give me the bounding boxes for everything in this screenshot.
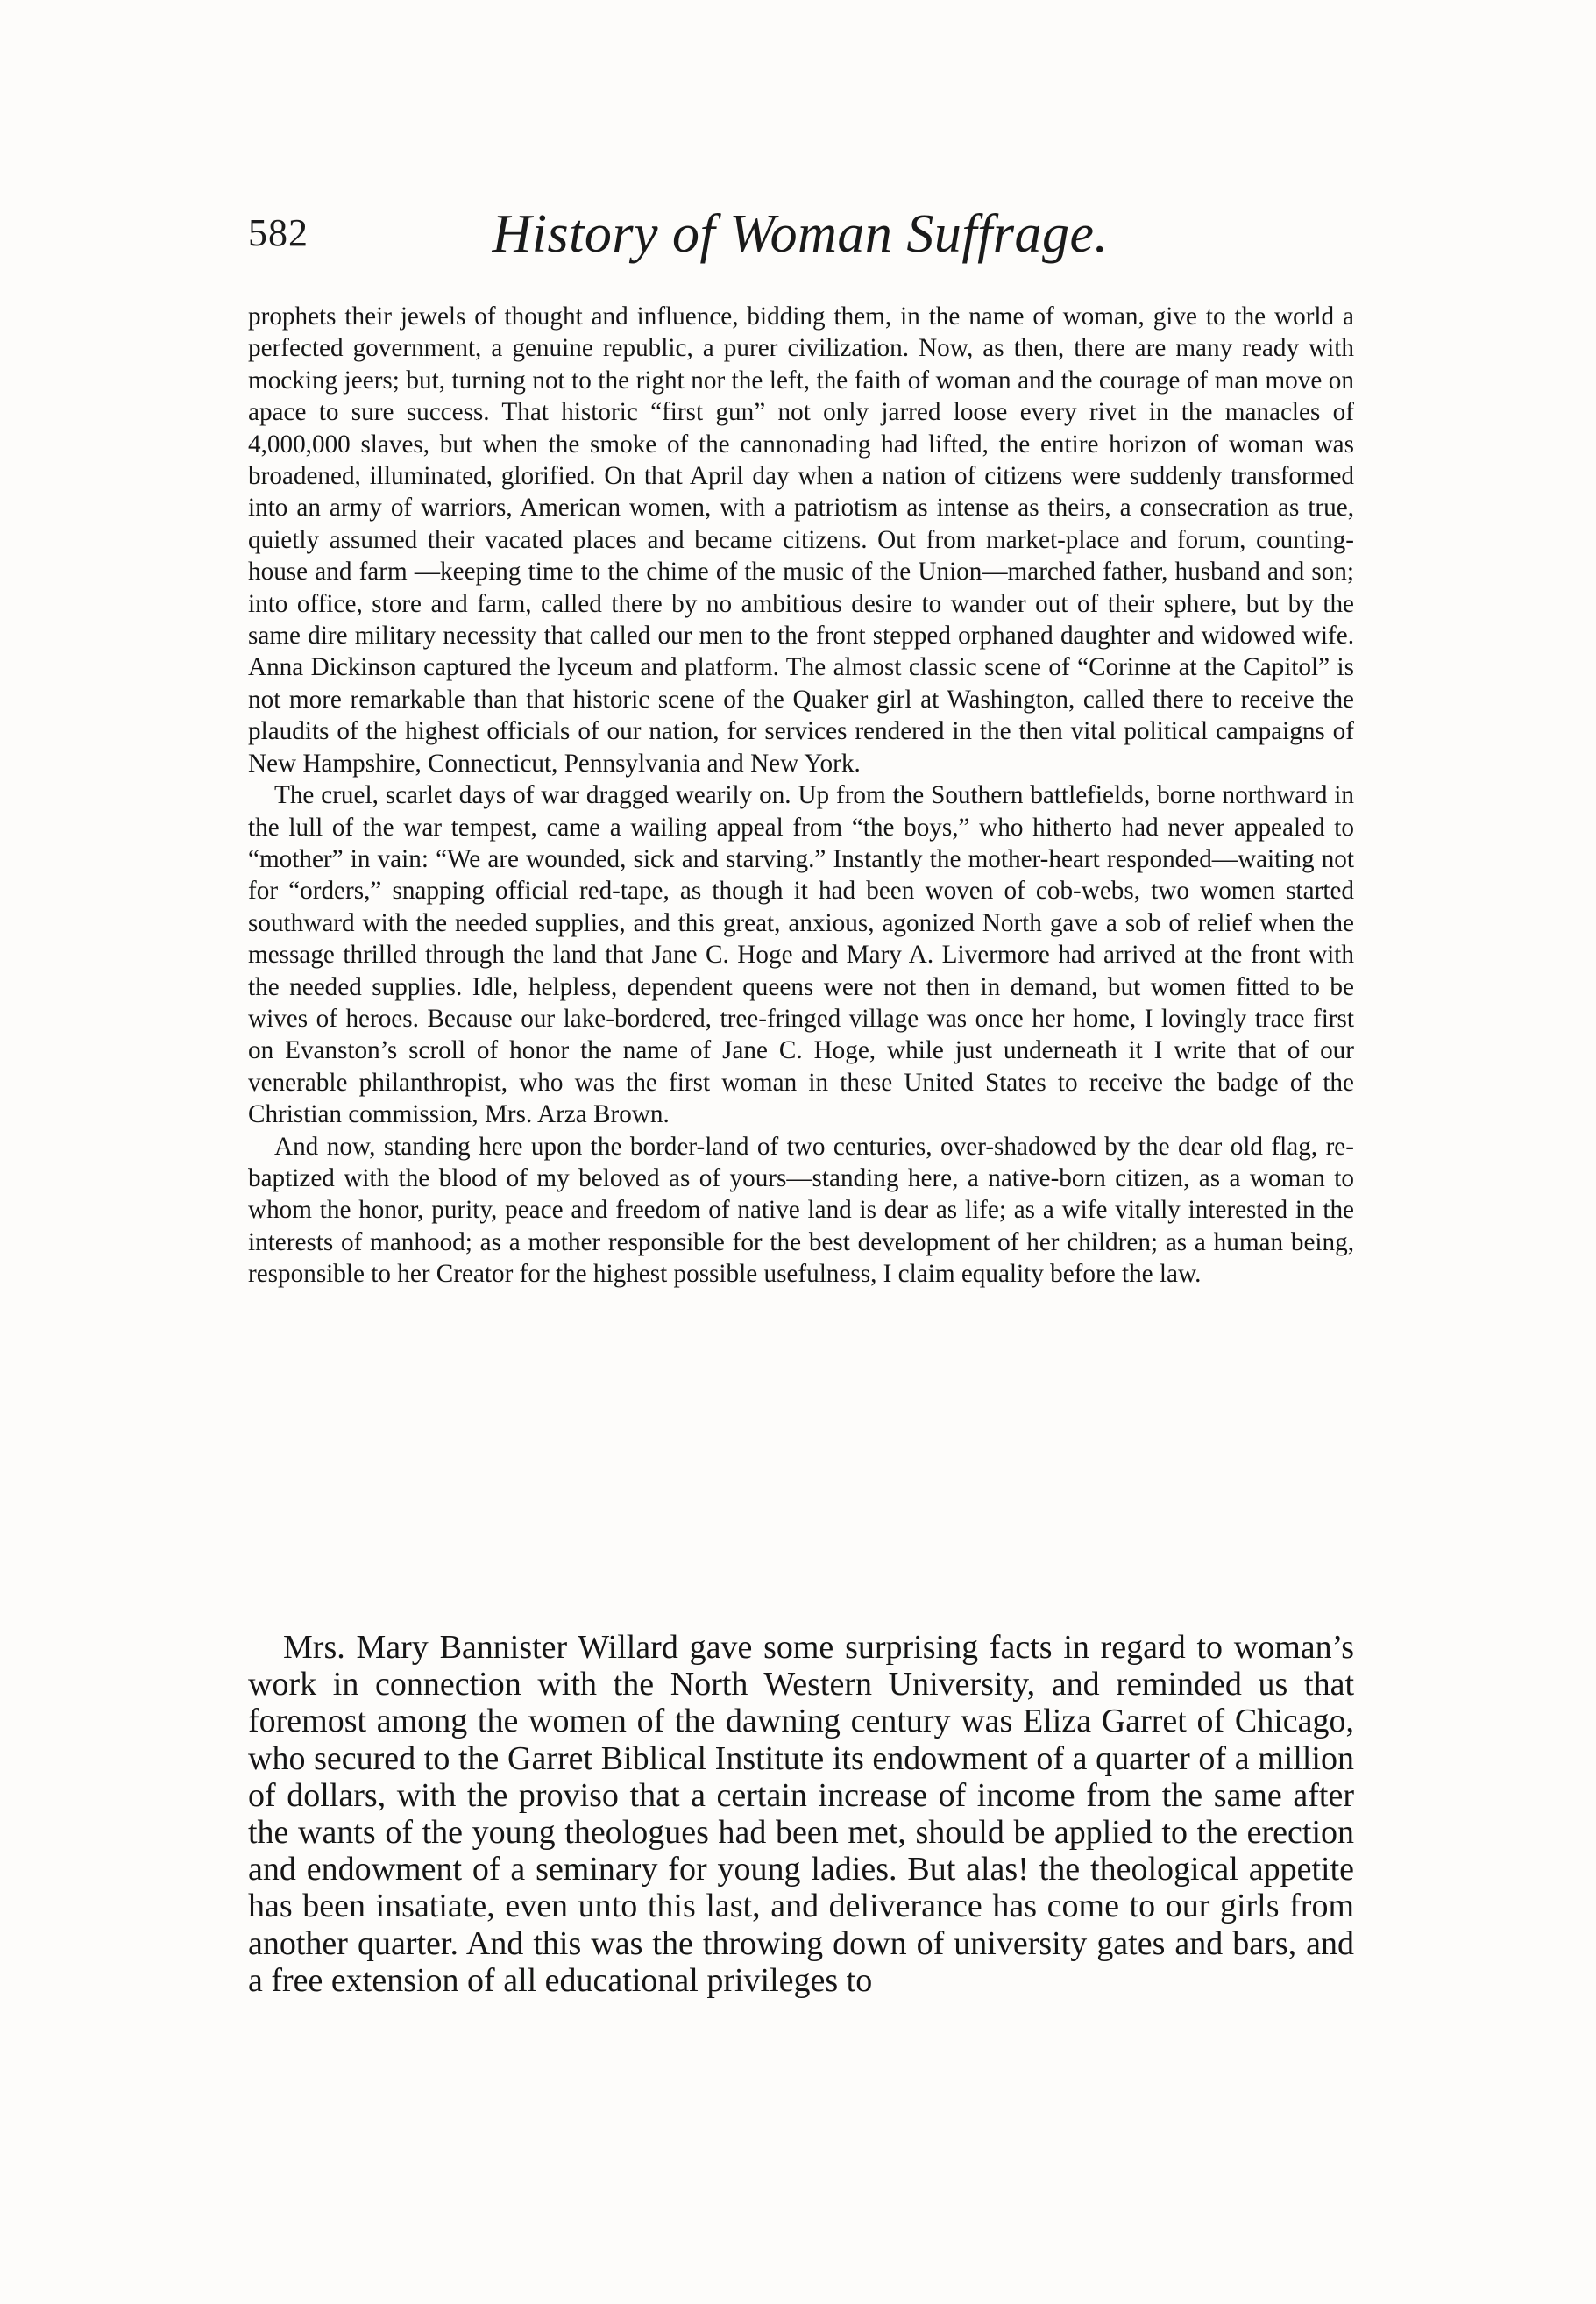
narrative-paragraph: Mrs. Mary Bannister Willard gave some surprising facts in regard to woman’s work in connection with the North Western University, and reminded us that foremost among the women of the dawning century was Eliza Garret of Chicago, who secured to the Garret Biblical Institute its endowment of a quarter of a million of dollars, with the proviso that a certain increase of income from the same after the wants of the young theologues had been met, should be applied to the erection and endowment of a seminary for young ladies. But alas! the theological appetite has been insatiate, even unto this last, and deliverance has come to our girls from another quarter. And this was the throwing down of university gates and bars, and a free extension of all educational privileges to: [248, 1629, 1354, 1999]
running-title: History of Woman Suffrage.: [492, 204, 1109, 264]
narrative-text: [248, 1629, 1354, 1999]
quoted-speech: [248, 301, 1354, 1291]
page-number: 582: [248, 211, 309, 254]
quoted-paragraph-2: The cruel, scarlet days of war dragged wearily on. Up from the Southern battlefields, borne northward in the lull of the war tempest, came a wailing appeal from “the boys,” who hitherto had never appealed to “mother” in vain: “We are wounded, sick and starving.” Instantly the mother-heart responded—waiting not for “orders,” snapping official red-tape, as though it had been woven of cob-webs, two women started southward with the needed supplies, and this great, anxious, agonized North gave a sob of relief when the message thrilled through the land that Jane C. Hoge and Mary A. Livermore had arrived at the front with the needed supplies. Idle, helpless, dependent queens were not then in demand, but women fitted to be wives of heroes. Because our lake-bordered, tree-fringed village was once her home, I lovingly trace first on Evanston’s scroll of honor the name of Jane C. Hoge, while just underneath it I write that of our venerable philanthropist, who was the first woman in these United States to receive the badge of the Christian commission, Mrs. Arza Brown.: [248, 781, 1354, 1129]
quoted-paragraph-1: prophets their jewels of thought and influence, bidding them, in the name of woman, give to the world a perfected government, a genuine republic, a purer civilization. Now, as then, there are many ready with mocking jeers; but, turning not to the right nor the left, the faith of woman and the courage of man move on apace to sure success. That historic “first gun” not only jarred loose every rivet in the manacles of 4,000,000 slaves, but when the smoke of the cannonading had lifted, the entire horizon of woman was broadened, illuminated, glorified. On that April day when a nation of citizens were suddenly transformed into an army of warriors, American women, with a patriotism as intense as theirs, a consecration as true, quietly assumed their vacated places and became citizens. Out from market-place and forum, counting-house and farm —keeping time to the chime of the music of the Union—marched father, husband and son; into office, store and farm, called there by no ambitious desire to wander out of their sphere, but by the same dire military necessity that called our men to the front stepped orphaned daughter and widowed wife. Anna Dickinson captured the lyceum and platform. The almost classic scene of “Corinne at the Capitol” is not more remarkable than that historic scene of the Quaker girl at Washington, called there to receive the plaudits of the highest officials of our nation, for services rendered in the then vital political campaigns of New Hampshire, Connecticut, Pennsylvania and New York.: [248, 302, 1354, 778]
quoted-paragraph-3: And now, standing here upon the border-land of two centuries, over-shadowed by the dear old flag, re-baptized with the blood of my beloved as of yours—standing here, a native-born citizen, as a woman to whom the honor, purity, peace and freedom of native land is dear as life; as a wife vitally interested in the interests of manhood; as a mother responsible for the best development of her children; as a human being, responsible to her Creator for the highest possible usefulness, I claim equality before the law.: [248, 1132, 1354, 1289]
page-header: [248, 203, 1352, 274]
